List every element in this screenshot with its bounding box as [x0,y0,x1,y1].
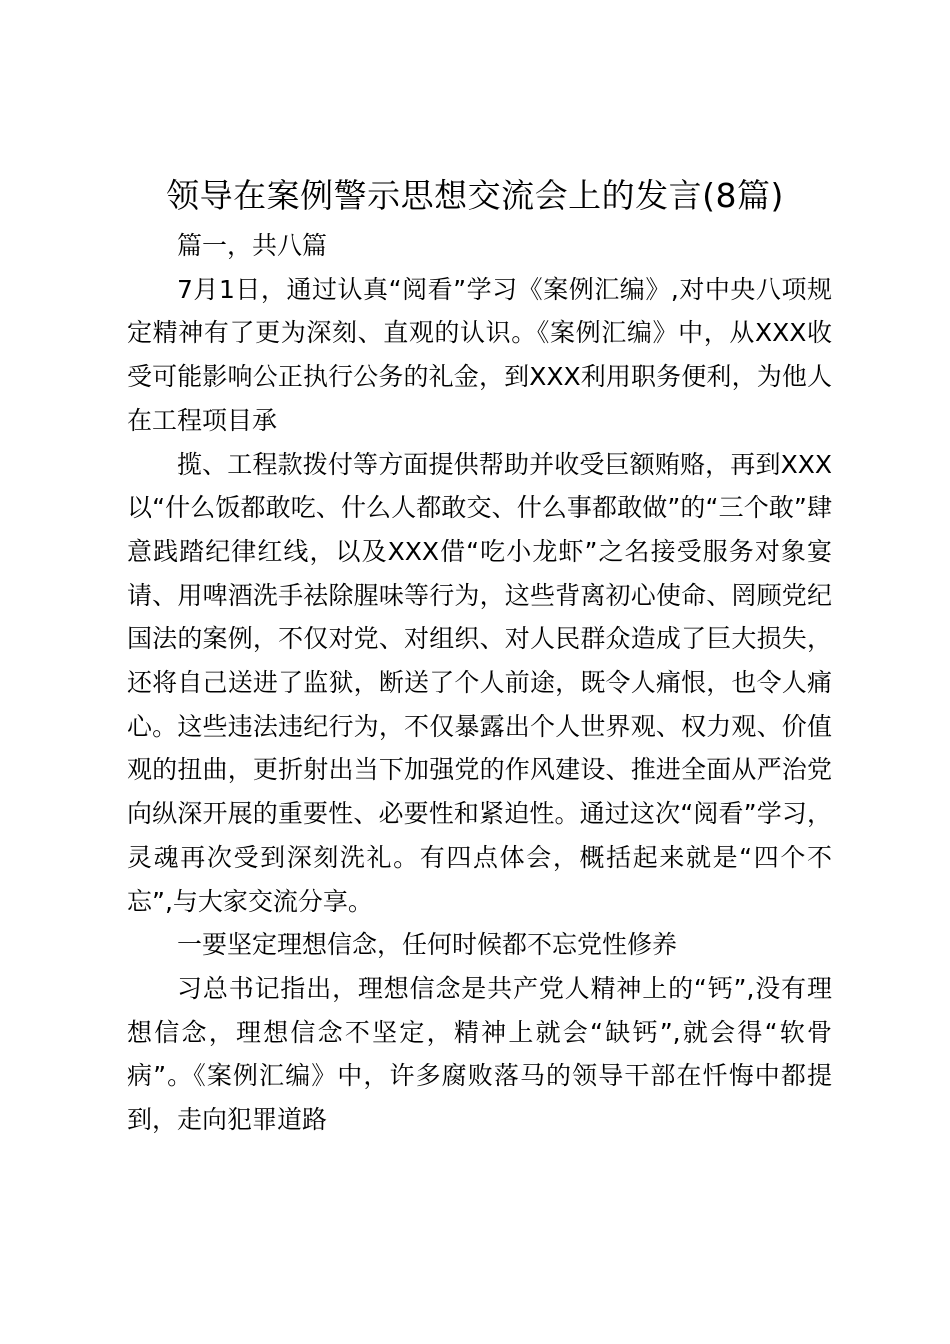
document-title: 领导在案例警示思想交流会上的发言(8篇) [166,176,784,215]
paragraph-point-body: 习总书记指出，理想信念是共产党人精神上的“钙”,没有理想信念，理想信念不坚定，精神上就会“缺钙”,就会得“软骨病”。《案例汇编》中，许多腐败落马的领导干部在忏悔中都提到，走向犯罪道路 [127,973,832,1135]
paragraph-section-heading: 篇一，共八篇 [177,231,328,260]
paragraph-point-heading: 一要坚定理想信念，任何时候都不忘党性修养 [177,930,678,960]
paragraph-cases: 揽、工程款拨付等方面提供帮助并收受巨额贿赂，再到XXX以“什么饭都敢吃、什么人都敢交、什么事都敢做”的“三个敢”肆意践踏纪律红线，以及XXX借“吃小龙虾”之名接受服务对象宴请、用啤酒洗手祛除腥味等行为，这些背离初心使命、罔顾党纪国法的案例，不仅对党、对组织、对人民群众造成了巨大损失，还将自己送进了监狱，断送了个人前途，既令人痛恨，也令人痛心。这些违法违纪行为，不仅暴露出个人世界观、权力观、价值观的扭曲，更折射出当下加强党的作风建设、推进全面从严治党向纵深开展的重要性、必要性和紧迫性。通过这次“阅看”学习，灵魂再次受到深刻洗礼。有四点体会，概括起来就是“四个不忘”,与大家交流分享。 [127,449,832,916]
paragraph-intro: 7月1日，通过认真“阅看”学习《案例汇编》,对中央八项规定精神有了更为深刻、直观的认识。《案例汇编》中，从XXX收受可能影响公正执行公务的礼金，到XXX利用职务便利，为他人在工程项目承 [127,274,832,435]
document-body [127,224,832,1142]
